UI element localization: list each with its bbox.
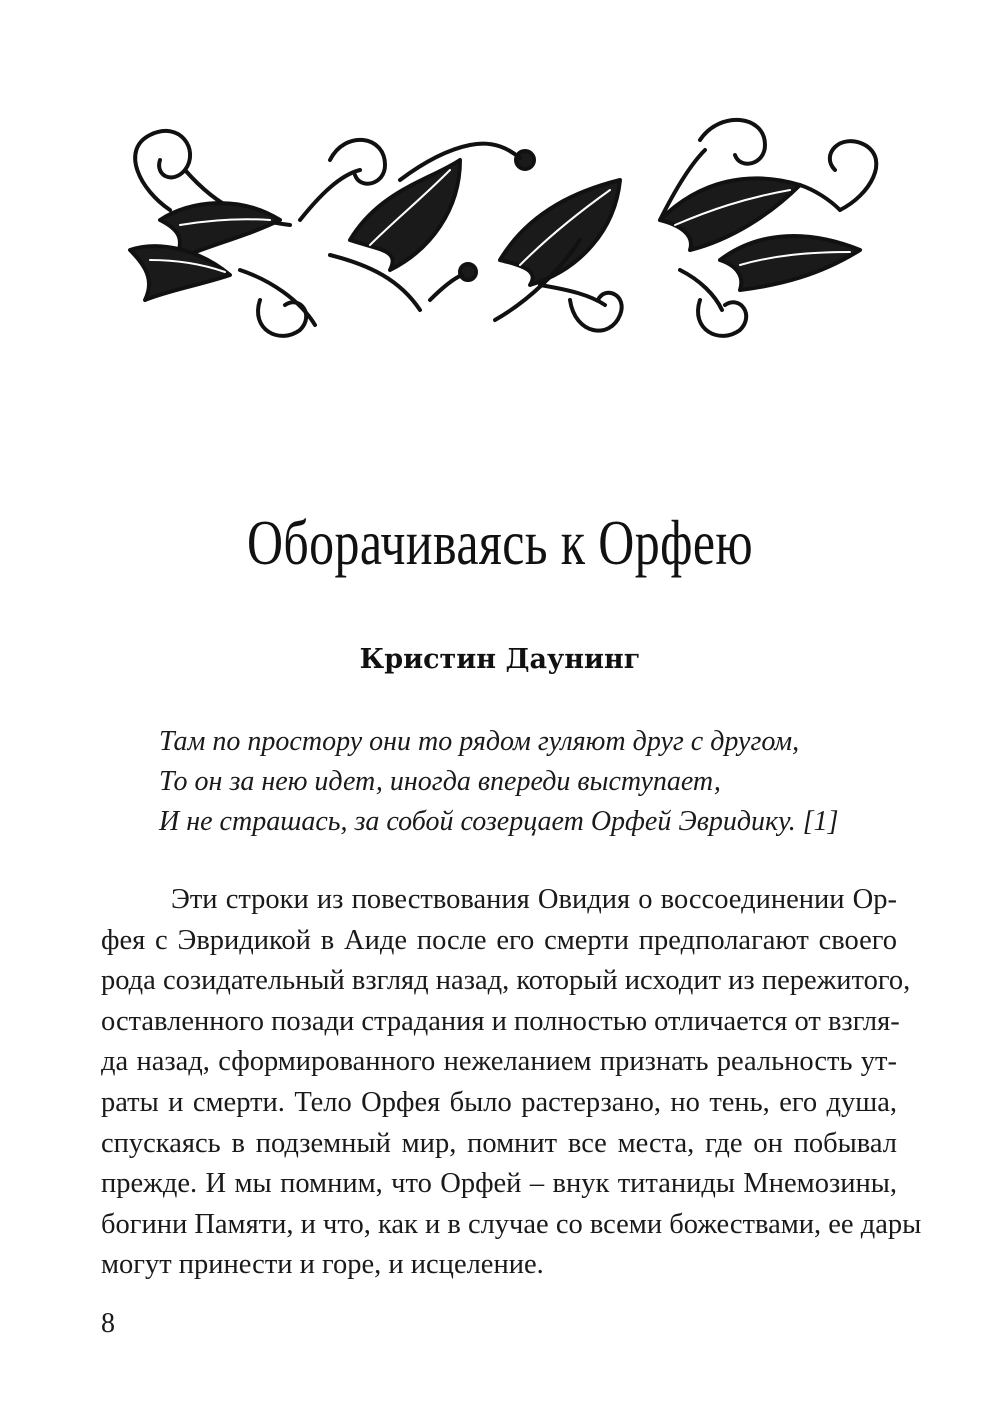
body-line: прежде. И мы помним, что Орфей – внук титаниды Мнемозины, (101, 1168, 897, 1200)
body-line: спускаясь в подземный мир, помнит все места, где он побывал (101, 1127, 897, 1159)
epigraph-line: То он за нею идет, иногда впереди выступает, (159, 766, 721, 797)
epigraph (159, 722, 879, 842)
baroque-ornament-icon (100, 100, 900, 350)
body-paragraph (101, 880, 922, 1286)
body-line: раты и смерти. Тело Орфея было растерзано, но тень, его душа, (101, 1086, 897, 1118)
epigraph-line: И не страшась, за собой созерцает Орфей Эвридику. [1] (159, 806, 839, 837)
body-line: фея с Эвридикой в Аиде после его смерти предполагают своего (101, 924, 897, 956)
author-name: Кристин Даунинг (359, 644, 641, 675)
body-line: Эти строки из повествования Овидия о воссоединении Ор- (171, 884, 897, 915)
page-number: 8 (101, 1308, 115, 1339)
body-line: могут принести и горе, и исцеление. (101, 1249, 544, 1281)
body-line: рода созидательный взгляд назад, который исходит из пережитого, (101, 965, 911, 997)
chapter-title: Оборачиваясь к Орфею (246, 507, 754, 578)
epigraph-line: Там по простору они то рядом гуляют друг с другом, (159, 726, 800, 757)
body-line: богини Памяти, и что, как и в случае со всеми божествами, ее дары (101, 1208, 922, 1240)
body-line: да назад, сформированного нежеланием признать реальность ут- (101, 1046, 897, 1078)
body-line: оставленного позади страдания и полностью отличается от взгля- (101, 1005, 900, 1037)
